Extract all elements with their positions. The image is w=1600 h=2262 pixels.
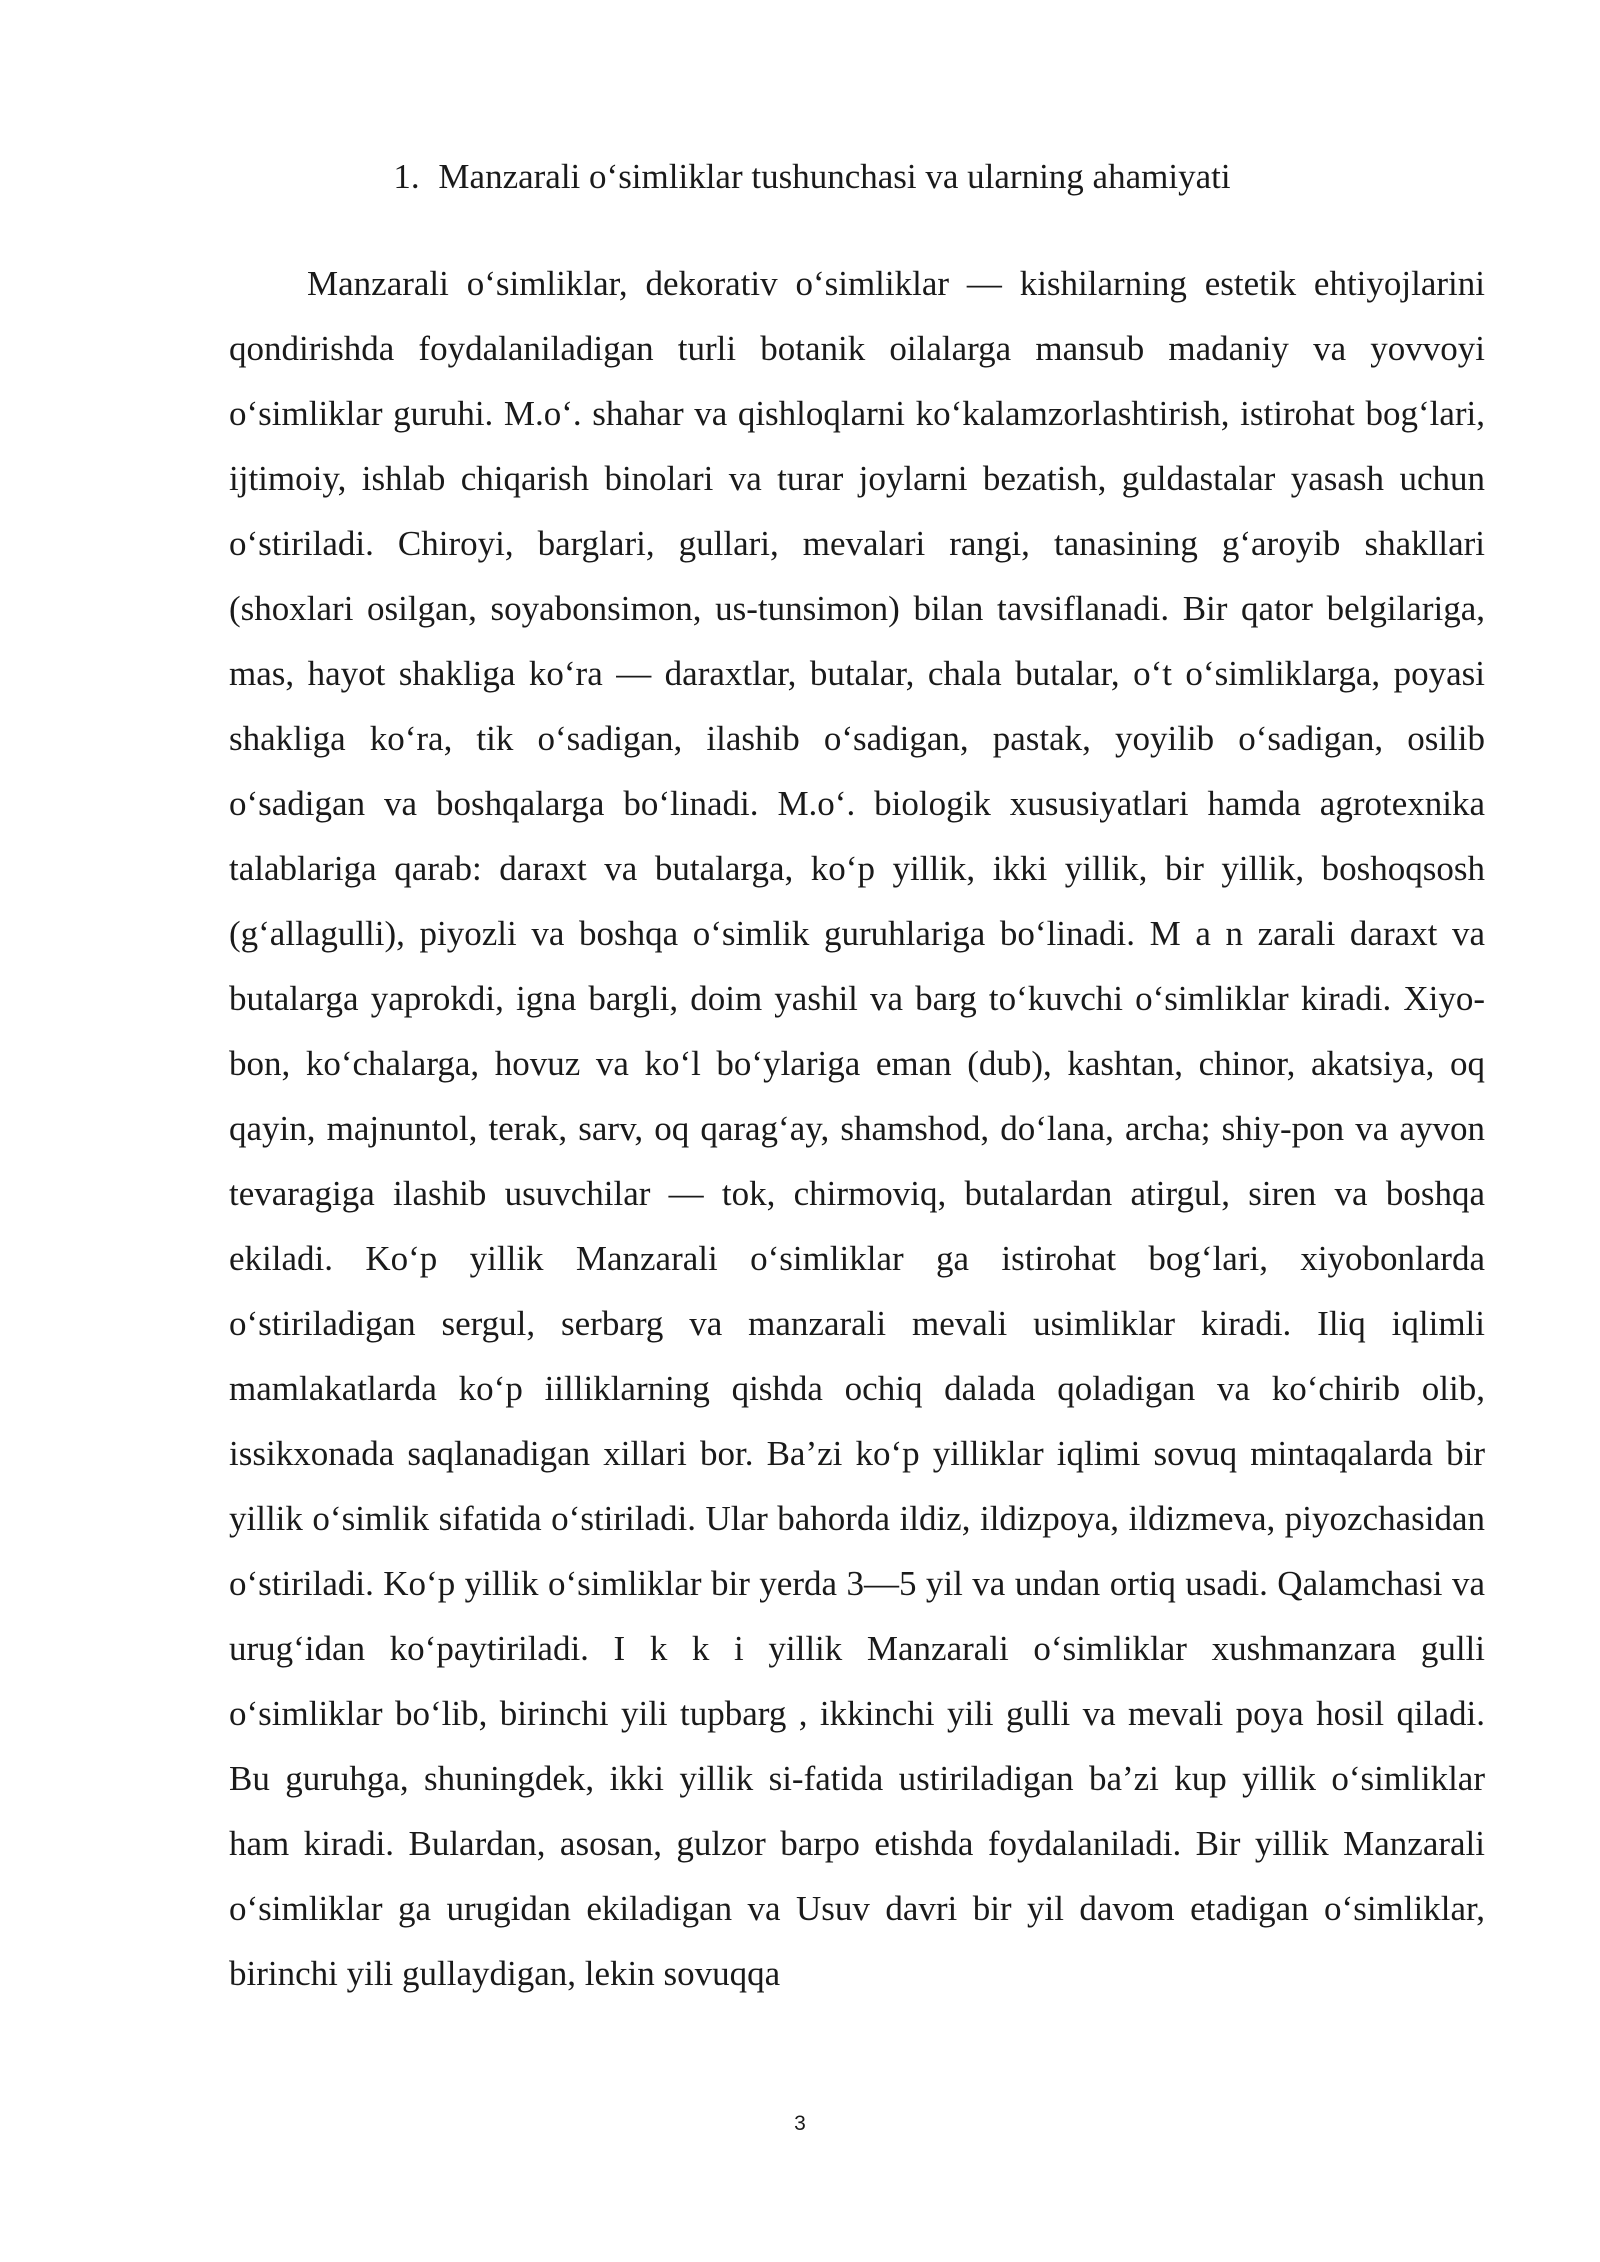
heading-number: 1.	[393, 157, 420, 196]
body-paragraph: Manzarali o‘simliklar, dekorativ o‘simliklar — kishilarning estetik ehtiyojlarini qondirishda foydalaniladigan turli botanik oilalarga mansub madaniy va yovvoyi o‘simliklar guruhi. M.o‘. shahar va qishloqlarni ko‘kalamzorlashtirish, istirohat bog‘lari, ijtimoiy, ishlab chiqarish binolari va turar joylarni bezatish, guldastalar yasash uchun o‘stiriladi. Chiroyi, barglari, gullari, mevalari rangi, tanasining g‘aroyib shakllari (shoxlari osilgan, soyabonsimon, us-tunsimon) bilan tavsiflanadi. Bir qator belgilariga, mas, hayot shakliga ko‘ra — daraxtlar, butalar, chala butalar, o‘t o‘simliklarga, poyasi shakliga ko‘ra, tik o‘sadigan, ilashib o‘sadigan, pastak, yoyilib o‘sadigan, osilib o‘sadigan va boshqalarga bo‘linadi. M.o‘. biologik xususiyatlari hamda agrotexnika talablariga qarab: daraxt va butalarga, ko‘p yillik, ikki yillik, bir yillik, boshoqsosh (g‘allagulli), piyozli va boshqa o‘simlik guruhlariga bo‘linadi. M a n zarali daraxt va butalarga yaprokdi, igna bargli, doim yashil va barg to‘kuvchi o‘simliklar kiradi. Xiyo-bon, ko‘chalarga, hovuz va ko‘l bo‘ylariga eman (dub), kashtan, chinor, akatsiya, oq qayin, majnuntol, terak, sarv, oq qarag‘ay, shamshod, do‘lana, archa; shiy-pon va ayvon tevaragiga ilashib usuvchilar — tok, chirmoviq, butalardan atirgul, siren va boshqa ekiladi. Ko‘p yillik Manzarali o‘simliklar ga istirohat bog‘lari, xiyobonlarda o‘stiriladigan sergul, serbarg va manzarali mevali usimliklar kiradi. Iliq iqlimli mamlakatlarda ko‘p iilliklarning qishda ochiq dalada qoladigan va ko‘chirib olib, issikxonada saqlanadigan xillari bor. Ba’zi ko‘p yilliklar iqlimi sovuq mintaqalarda bir yillik o‘simlik sifatida o‘stiriladi. Ular bahorda ildiz, ildizpoya, ildizmeva, piyozchasidan o‘stiriladi. Ko‘p yillik o‘simliklar bir yerda 3—5 yil va undan ortiq usadi. Qalamchasi va urug‘idan ko‘paytiriladi. I k k i yillik Manzarali o‘simliklar xushmanzara gulli o‘simliklar bo‘lib, birinchi yili tupbarg , ikkinchi yili gulli va mevali poya hosil qiladi. Bu guruhga, shuningdek, ikki yillik si-fatida ustiriladigan ba’zi kup yillik o‘simliklar ham kiradi. Bulardan, asosan, gulzor barpo etishda foydalaniladi. Bir yillik Manzarali o‘simliklar ga urugidan ekiladigan va Usuv davri bir yil davom etadigan o‘simliklar, birinchi yili gullaydigan, lekin sovuqqa	[229, 264, 1485, 1993]
section-heading	[0, 152, 1600, 202]
page-number: 3	[794, 2112, 806, 2135]
heading-title: Manzarali o‘simliklar tushunchasi va ularning ahamiyati	[438, 157, 1231, 196]
